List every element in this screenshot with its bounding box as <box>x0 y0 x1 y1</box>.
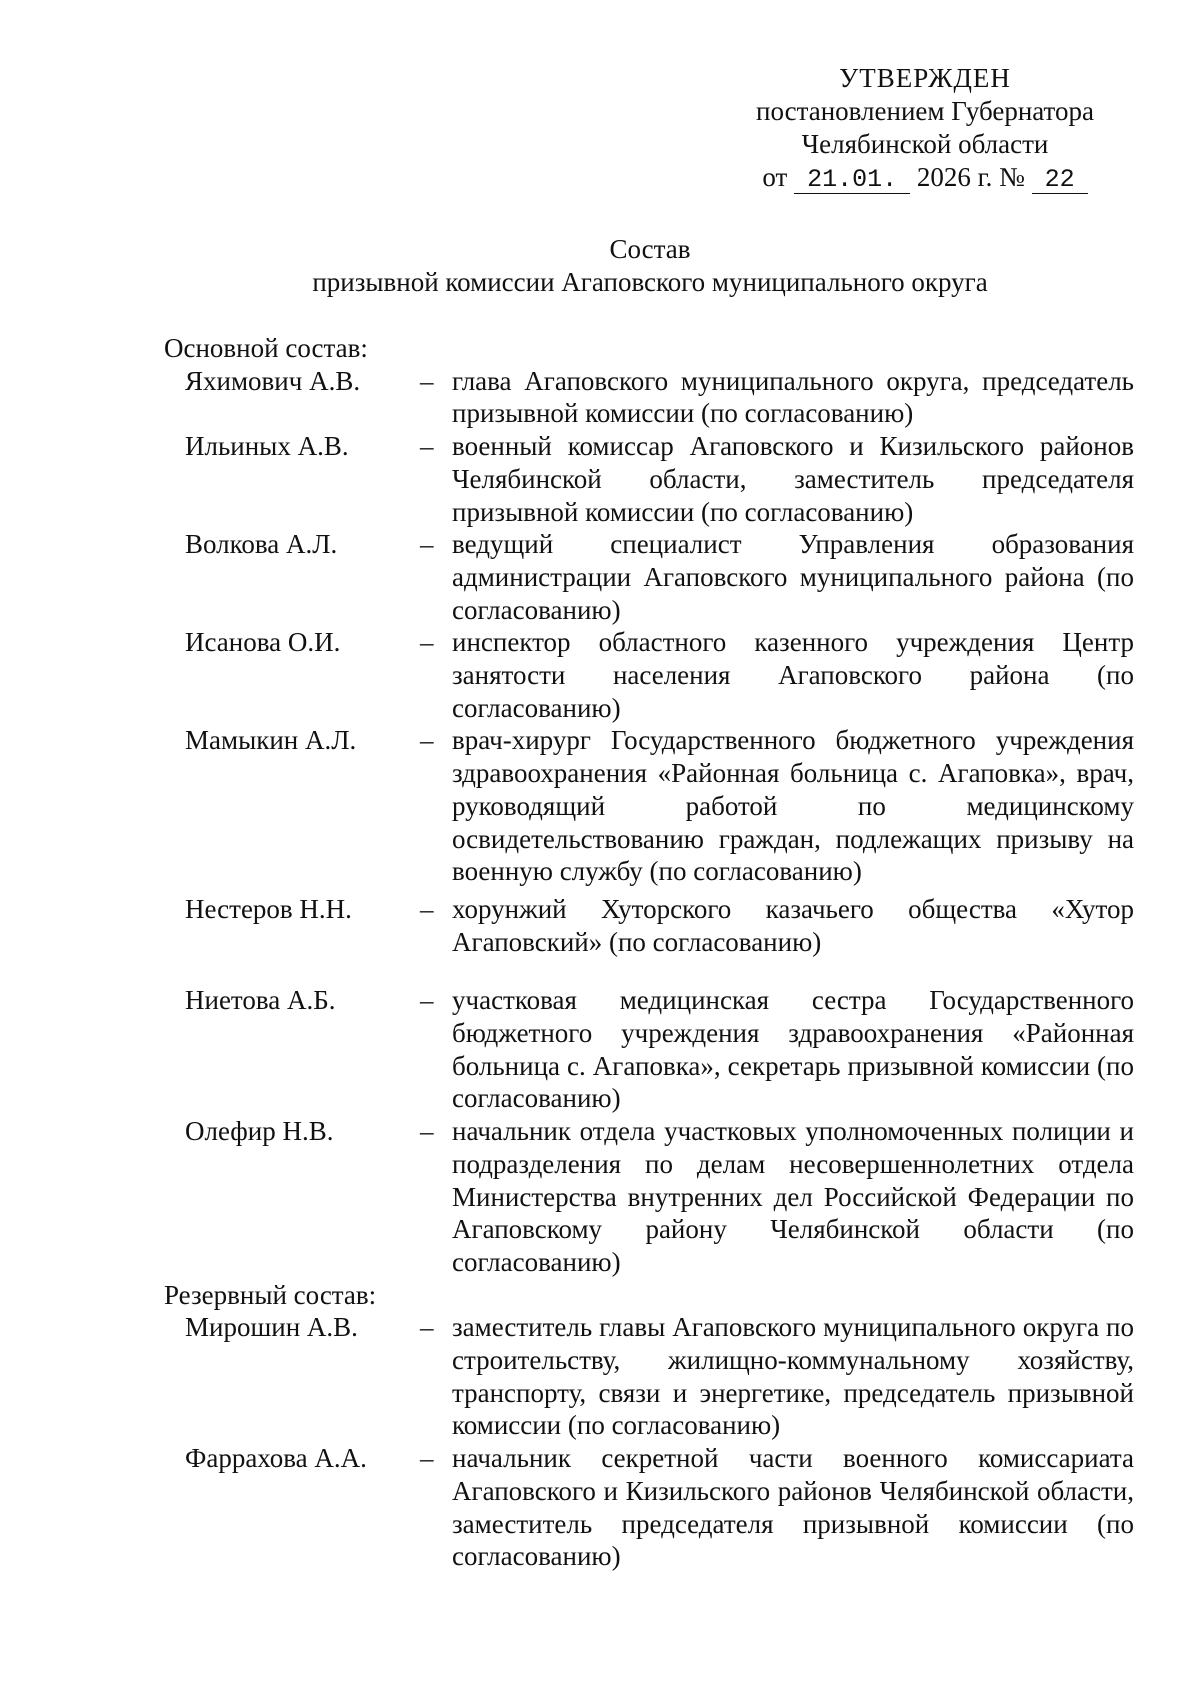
from-label: от <box>762 162 788 192</box>
document-title <box>170 233 1130 299</box>
title-line-2: призывной комиссии Агаповского муниципального округа <box>312 267 988 297</box>
member-dash: – <box>420 431 434 462</box>
member-row <box>174 724 1134 888</box>
number-label: № <box>999 162 1025 192</box>
member-name: Исанова О.И. <box>185 627 341 658</box>
member-row <box>174 1442 1134 1573</box>
member-dash: – <box>420 1116 434 1147</box>
member-name: Ниетова А.Б. <box>185 985 336 1016</box>
member-name: Яхимович А.В. <box>185 365 361 396</box>
member-name: Мирошин А.В. <box>185 1312 358 1343</box>
approval-line-2: Челябинской области <box>801 129 1049 159</box>
member-name: Нестеров Н.Н. <box>185 893 352 924</box>
member-row <box>174 528 1134 626</box>
member-name: Волкова А.Л. <box>185 529 338 560</box>
member-name: Фаррахова А.А. <box>185 1443 367 1474</box>
member-row <box>174 626 1134 724</box>
member-row <box>174 984 1134 1115</box>
member-dash: – <box>420 1443 434 1474</box>
member-dash: – <box>420 893 434 924</box>
approval-line-1: постановлением Губернатора <box>756 96 1094 126</box>
member-description: ведущий специалист Управления образования администрации Агаповского муниципального района (по согласованию) <box>452 529 1134 625</box>
title-line-1: Состав <box>609 234 691 264</box>
member-dash: – <box>420 529 434 560</box>
member-description: начальник отдела участковых уполномоченных полиции и подразделения по делам несовершеннолетних отдела Министерства внутренних дел Российской Федерации по Агаповскому району Челябинской области (по согласованию) <box>452 1116 1134 1277</box>
member-row <box>174 430 1134 528</box>
member-dash: – <box>420 365 434 396</box>
member-name: Олефир Н.В. <box>185 1116 334 1147</box>
commission-list <box>164 332 1134 1573</box>
approval-block <box>700 62 1150 194</box>
approval-date-line <box>700 161 1150 194</box>
member-description: хорунжий Хуторского казачьего общества «Хутор Агаповский» (по согласованию) <box>452 893 1134 957</box>
member-dash: – <box>420 627 434 658</box>
member-row <box>174 365 1134 430</box>
member-description: военный комиссар Агаповского и Кизильского районов Челябинской области, заместитель председателя призывной комиссии (по согласованию) <box>452 431 1134 527</box>
member-name: Мамыкин А.Л. <box>185 725 357 756</box>
member-description: начальник секретной части военного комиссариата Агаповского и Кизильского районов Челябинской области, заместитель председателя призывной комиссии (по согласованию) <box>452 1443 1134 1572</box>
approval-stamp-title: УТВЕРЖДЕН <box>839 63 1011 93</box>
member-row <box>174 1311 1134 1442</box>
date-value: 21.01. <box>794 167 910 194</box>
member-description: инспектор областного казенного учреждения Центр занятости населения Агаповского района (по согласованию) <box>452 627 1134 723</box>
year-text: 2026 г. <box>916 162 993 192</box>
member-description: врач-хирург Государственного бюджетного учреждения здравоохранения «Районная больница с. Агаповка», врач, руководящий работой по медицинскому освидетельствованию граждан, подлежащих призыву на военную службу (по согласованию) <box>452 725 1134 887</box>
member-dash: – <box>420 985 434 1016</box>
member-row <box>174 893 1134 958</box>
member-description: участковая медицинская сестра Государственного бюджетного учреждения здравоохранения «Районная больница с. Агаповка», секретарь призывной комиссии (по согласованию) <box>452 985 1134 1114</box>
main-section-heading: Основной состав: <box>164 333 368 363</box>
member-description: глава Агаповского муниципального округа, председатель призывной комиссии (по согласованию) <box>452 365 1134 429</box>
number-value: 22 <box>1032 167 1088 194</box>
member-name: Ильиных А.В. <box>185 431 349 462</box>
member-dash: – <box>420 725 434 756</box>
member-dash: – <box>420 1312 434 1343</box>
reserve-section-heading: Резервный состав: <box>164 1279 377 1310</box>
member-description: заместитель главы Агаповского муниципального округа по строительству, жилищно-коммунальному хозяйству, транспорту, связи и энергетике, председатель призывной комиссии (по согласованию) <box>452 1312 1134 1441</box>
member-row <box>174 1115 1134 1279</box>
